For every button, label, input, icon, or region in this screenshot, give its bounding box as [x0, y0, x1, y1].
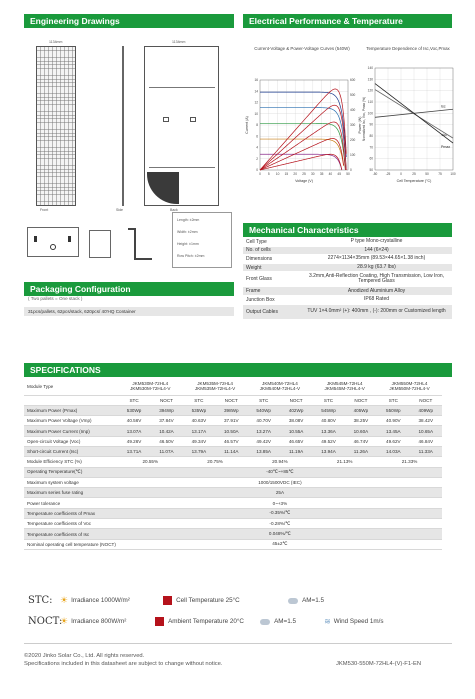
temp-chart	[362, 60, 457, 195]
iv-y-tick: 16	[254, 78, 258, 82]
mech-row	[243, 247, 452, 256]
spec-value: 0~+3%	[118, 498, 442, 508]
spec-value: 545Wp	[312, 405, 344, 415]
temp-y-label: Normalized Isc, Voc, Pmax (%)	[362, 97, 366, 141]
iv-x-tick: 15	[284, 172, 289, 176]
model-code-v: JKM545M-72HL4-V	[324, 386, 365, 392]
spec-value: 13.94A	[312, 446, 344, 456]
iv-y-label: Current (A)	[245, 116, 249, 134]
iv-y2-tick: 600	[350, 78, 356, 82]
temp-x-tick: 25	[412, 172, 416, 176]
spec-value: 13.71A	[118, 446, 150, 456]
noct-col-label: NOCT	[280, 395, 312, 405]
temp-x-tick: -50	[372, 172, 378, 176]
tolerance-box	[172, 212, 232, 268]
spec-value: 398Wp	[215, 405, 247, 415]
iv-x-tick: 0	[259, 172, 261, 176]
spec-value: 0.048%/℃	[118, 529, 442, 539]
spec-key: Maximum Power Current (Imp)	[24, 426, 118, 436]
spec-value: 13.17A	[183, 426, 215, 436]
iv-chart-title: Current-Voltage & Power-Voltage Curves (540W)	[254, 46, 350, 51]
stc-col-label: STC	[312, 395, 344, 405]
spec-value: 45±2℃	[118, 539, 442, 549]
mech-value: 3.2mm,Anti-Reflection Coating, High Transmission, Low Iron, Tempered Glass	[308, 273, 445, 285]
back-dim-label: 1134mm	[172, 40, 186, 44]
spec-row	[24, 446, 442, 456]
side-view-label: Side	[116, 208, 124, 212]
noct-wind-speed: Wind Speed 1m/s	[333, 618, 384, 625]
model-code: JKM545M-72HL4	[326, 380, 363, 386]
spec-value: 1000/1500VDC (IEC)	[118, 477, 442, 487]
frame-profile	[124, 228, 152, 260]
iv-x-tick: 40	[328, 172, 333, 176]
front-dim-label: 1134mm	[49, 40, 63, 44]
noct-col-label: NOCT	[215, 395, 247, 405]
spec-value: 46.57V	[215, 436, 247, 446]
spec-row	[24, 498, 442, 508]
stc-col-label: STC	[118, 395, 150, 405]
spec-row	[24, 539, 442, 549]
noct-label: NOCT:	[28, 616, 63, 627]
spec-value: 40.70V	[247, 416, 279, 426]
temp-x-label: Cell Temperature (°C)	[396, 179, 432, 183]
spec-value: 394Wp	[150, 405, 182, 415]
side-view-frame	[122, 46, 124, 206]
spec-value: 13.07A	[118, 426, 150, 436]
iv-x-label: Voltage (V)	[295, 179, 313, 183]
spec-value: -0.35%/℃	[118, 508, 442, 518]
tolerance-row-pitch: Row Pitch: ±2mm	[177, 254, 205, 258]
stc-conditions	[28, 595, 324, 606]
spec-value: 37.84V	[150, 416, 182, 426]
model-name	[312, 378, 377, 395]
iv-x-tick: 50	[346, 172, 350, 176]
spec-row	[24, 488, 442, 498]
iv-curve	[260, 92, 346, 157]
iv-x-tick: 25	[302, 172, 306, 176]
iv-curve	[260, 123, 345, 170]
temp-y-tick: 70	[369, 145, 373, 150]
mech-key: Junction Box	[246, 296, 275, 303]
model-name	[183, 378, 248, 395]
spec-row-efficiency	[24, 457, 442, 467]
iv-y2-tick: 0	[350, 168, 352, 172]
spec-value: 402Wp	[280, 405, 312, 415]
wind-icon: ≋	[324, 617, 331, 626]
model-code: JKM530M-72HL4	[132, 380, 169, 386]
footer-divider	[24, 643, 452, 644]
spec-key: Maximum series fuse rating	[24, 488, 118, 498]
spec-value: 14.03A	[377, 446, 409, 456]
mech-key: Weight	[246, 264, 262, 271]
spec-key: Module Type	[24, 378, 118, 395]
spec-value: 49.34V	[183, 436, 215, 446]
mech-row	[243, 296, 452, 305]
specifications-header: SPECIFICATIONS	[24, 363, 452, 377]
mech-value: Anodized Aluminium Alloy	[347, 287, 406, 294]
model-name	[377, 378, 442, 395]
spec-value: 46.50V	[150, 436, 182, 446]
packaging-header: Packaging Configuration	[24, 282, 234, 296]
model-code-v: JKM530M-72HL4-V	[130, 386, 171, 392]
model-code: JKM540M-72HL4	[262, 380, 298, 386]
temp-y-tick: 110	[367, 100, 373, 104]
stc-irradiance: Irradiance 1000W/m²	[71, 597, 130, 604]
spec-value: 13.79A	[183, 446, 215, 456]
spec-value: 10.55A	[280, 426, 312, 436]
spec-key: Short-circuit Current (Isc)	[24, 446, 118, 456]
temp-x-tick: 100	[450, 172, 456, 176]
spec-value: 38.08V	[280, 416, 312, 426]
spec-row	[24, 426, 442, 436]
model-name	[247, 378, 312, 395]
spec-value: 530Wp	[118, 405, 150, 415]
footer-doc-id: JKM530-550M-72HL4-(V)-F1-EN	[336, 661, 422, 667]
spec-value: 13.27A	[247, 426, 279, 436]
thermometer-icon	[155, 617, 164, 626]
iv-y-tick: 4	[256, 145, 258, 150]
mechanical-header: Mechanical Characteristics	[243, 223, 452, 237]
noct-col-label: NOCT	[150, 395, 182, 405]
iv-curve	[260, 139, 344, 166]
spec-key: Module Efficiency STC (%)	[24, 457, 118, 467]
spec-value: 38.25V	[345, 416, 377, 426]
specifications-table	[24, 378, 442, 550]
mech-key: Output Cables	[246, 308, 278, 315]
mech-key: Dimensions	[246, 255, 273, 262]
grounding-detail	[89, 230, 111, 258]
iv-x-tick: 45	[337, 172, 341, 176]
mech-row	[243, 255, 452, 264]
model-code: JKM550M-72HL4	[391, 380, 428, 386]
iv-y-tick: 10	[254, 111, 258, 116]
iv-y-tick: 2	[256, 156, 258, 161]
spec-row	[24, 467, 442, 477]
mech-row	[243, 238, 452, 247]
mech-value: TUV 1×4.0mm² (+): 400mm , (-): 200mm or Customized length	[307, 308, 446, 315]
spec-row	[24, 519, 442, 529]
stc-col-label: STC	[183, 395, 215, 405]
electrical-performance-header: Electrical Performance & Temperature Dependence	[243, 14, 452, 28]
iv-x-tick: 35	[319, 172, 324, 176]
packaging-note: ( Two pallets = One stack )	[28, 296, 83, 301]
back-view-label: Back	[170, 208, 178, 212]
iv-y2-tick: 400	[350, 108, 356, 112]
back-view-frame	[144, 46, 219, 206]
temp-x-tick: 50	[425, 172, 429, 176]
mech-row	[243, 272, 452, 287]
temp-y-tick: 130	[367, 77, 373, 82]
spec-value: 10.42A	[150, 426, 182, 436]
thermometer-icon	[163, 596, 172, 605]
spec-value: 37.91V	[215, 416, 247, 426]
mech-value: IP68 Rated	[363, 296, 390, 303]
spec-value: 405Wp	[345, 405, 377, 415]
iv-y2-tick: 500	[350, 93, 356, 97]
spec-value: 20.75%	[183, 457, 248, 467]
spec-value: 13.85A	[247, 446, 279, 456]
mech-row	[243, 287, 452, 296]
spec-value: 20.55%	[118, 457, 183, 467]
spec-value: 46.65V	[280, 436, 312, 446]
iv-x-tick: 5	[267, 172, 270, 176]
tolerance-height: Height: ±1mm	[177, 242, 199, 246]
iv-y-tick: 8	[256, 123, 258, 127]
spec-value: 11.26A	[345, 446, 377, 456]
spec-key: Temperature coefficients of Voc	[24, 519, 118, 529]
spec-value: 21.13%	[312, 457, 377, 467]
mech-value: 144 (6×24)	[364, 246, 389, 253]
spec-value: 49.42V	[247, 436, 279, 446]
mech-key: Frame	[246, 288, 261, 295]
mech-row	[243, 264, 452, 273]
stc-am: AM=1.5	[302, 597, 324, 604]
temp-y-tick: 120	[367, 88, 373, 93]
iv-y-tick: 0	[256, 168, 258, 172]
model-code-v: JKM535M-72HL4-V	[194, 386, 236, 392]
spec-value: -40℃~+85℃	[118, 467, 442, 477]
stc-col-label: STC	[377, 395, 409, 405]
noct-col-label: NOCT	[410, 395, 442, 405]
spec-value: 25A	[118, 488, 442, 498]
spec-value: 535Wp	[183, 405, 215, 415]
spec-value: 550Wp	[377, 405, 409, 415]
mech-key: Cell Type	[246, 238, 267, 245]
temp-chart-title: Temperature Dependence of Isc,Voc,Pmax	[366, 46, 450, 51]
spec-value: 540Wp	[247, 405, 279, 415]
spec-value: 46.84V	[410, 436, 442, 446]
front-view-label: Front	[40, 208, 49, 212]
spec-value: 409Wp	[410, 405, 442, 415]
noct-col-label: NOCT	[345, 395, 377, 405]
spec-value: 11.19A	[280, 446, 312, 456]
spec-value: 13.36A	[312, 426, 344, 436]
cloud-icon	[288, 598, 298, 604]
spec-key: Power tolerance	[24, 498, 118, 508]
spec-value: 40.90V	[377, 416, 409, 426]
mech-value: P type Mono-crystalline	[350, 238, 403, 245]
spec-value: 10.50A	[215, 426, 247, 436]
junction-box	[163, 117, 169, 122]
spec-key: Temperature coefficients of Pmax	[24, 508, 118, 518]
tolerance-length: Length: ±2mm	[177, 218, 200, 222]
mech-value: 2274×1134×35mm (89.53×44.65×1.38 inch)	[327, 255, 426, 262]
spec-row	[24, 508, 442, 518]
temp-y-tick: 100	[367, 111, 373, 116]
spec-value: 10.65A	[410, 426, 442, 436]
front-view-panel	[36, 46, 76, 206]
iv-y2-tick: 300	[350, 123, 356, 127]
spec-value: 40.63V	[183, 416, 215, 426]
spec-value: 40.80V	[312, 416, 344, 426]
engineering-drawings-header: Engineering Drawings	[24, 14, 234, 28]
noct-am: AM=1.5	[274, 618, 296, 625]
spec-row	[24, 477, 442, 487]
spec-key: Maximum Power Voltage (Vmp)	[24, 416, 118, 426]
pv-curve	[260, 105, 346, 170]
spec-condition-row	[24, 395, 442, 405]
spec-value: 49.52V	[312, 436, 344, 446]
stc-col-label: STC	[247, 395, 279, 405]
back-detail-shading	[147, 172, 179, 204]
model-name	[118, 378, 183, 395]
footer-copyright: ©2020 Jinko Solar Co., Ltd. All rights reserved.	[24, 653, 145, 659]
model-code-v: JKM550M-72HL4-V	[389, 386, 430, 392]
noct-ambient-temp: Ambient Temperature 20°C	[168, 618, 244, 625]
spec-value: 20.94%	[247, 457, 312, 467]
model-code-v: JKM540M-72HL4-V	[259, 386, 301, 392]
tolerance-width: Width: ±2mm	[177, 230, 198, 234]
footer-disclaimer: Specifications included in this datasheet are subject to change without notice.	[24, 661, 223, 667]
pv-curve	[260, 122, 345, 170]
spec-key: Operating Temperature(℃)	[24, 467, 118, 477]
packaging-detail: 31pcs/pallets, 62pcs/stack, 620pcs/ 40'HQ Container	[24, 307, 234, 316]
mech-value: 28.9 kg (63.7 lbs)	[357, 264, 396, 271]
temp-x-tick: 0	[400, 172, 402, 176]
spec-key: Maximum system voltage	[24, 477, 118, 487]
mechanical-table	[243, 238, 452, 320]
temp-y-tick: 90	[369, 122, 373, 127]
sun-icon: ☀	[60, 595, 69, 605]
spec-row	[24, 405, 442, 415]
spec-value: 11.14A	[215, 446, 247, 456]
spec-value: 11.33A	[410, 446, 442, 456]
temp-series-label: Voc	[441, 133, 447, 138]
spec-module-row	[24, 378, 442, 395]
iv-y-tick: 12	[254, 100, 258, 105]
sun-icon: ☀	[60, 616, 69, 626]
temp-x-tick: 75	[438, 172, 442, 176]
mounting-details	[24, 210, 234, 270]
stc-cell-temp: Cell Temperature 25°C	[176, 597, 240, 604]
cloud-icon	[260, 619, 270, 625]
iv-y2-tick: 100	[350, 153, 356, 157]
spec-value: 10.60A	[345, 426, 377, 436]
iv-y-tick: 6	[256, 134, 258, 139]
spec-row	[24, 529, 442, 539]
iv-x-tick: 20	[293, 172, 297, 176]
test-conditions	[24, 586, 452, 640]
temp-series-label: Isc	[441, 104, 446, 109]
mech-row	[243, 305, 452, 320]
spec-value: 11.07A	[150, 446, 182, 456]
spec-key: Temperature coefficients of Isc	[24, 529, 118, 539]
mech-key: Front Glass	[246, 276, 272, 283]
spec-value: 40.56V	[118, 416, 150, 426]
mounting-hole-detail	[27, 227, 79, 257]
iv-y2-tick: 200	[350, 138, 356, 142]
temp-series-label: Pmax	[441, 145, 451, 150]
spec-row	[24, 436, 442, 446]
iv-x-tick: 10	[275, 172, 280, 176]
spec-value: 21.33%	[377, 457, 442, 467]
spec-key: Open-circuit Voltage (Voc)	[24, 436, 118, 446]
temp-y-tick: 140	[367, 66, 373, 70]
spec-value: 49.26V	[118, 436, 150, 446]
iv-x-tick: 30	[311, 172, 315, 176]
specifications-table-wrap	[24, 378, 452, 550]
engineering-drawings	[24, 32, 236, 212]
model-code: JKM535M-72HL4	[197, 380, 233, 386]
noct-conditions	[28, 616, 383, 627]
spec-value: 49.62V	[377, 436, 409, 446]
iv-chart	[244, 60, 362, 195]
spec-value: 38.42V	[410, 416, 442, 426]
spec-value: -0.28%/℃	[118, 519, 442, 529]
spec-key: Maximum Power (Pmax)	[24, 405, 118, 415]
iv-y2-label: Power (W)	[358, 116, 362, 134]
iv-y-tick: 14	[254, 89, 258, 94]
spec-row	[24, 416, 442, 426]
temp-x-tick: -25	[385, 172, 391, 176]
stc-label: STC:	[28, 595, 53, 606]
temp-y-tick: 60	[369, 156, 373, 161]
spec-value: 46.74V	[345, 436, 377, 446]
spec-key: Nominal operating cell temperature (NOCT)	[24, 539, 118, 549]
mech-key: No. of cells	[246, 247, 271, 254]
noct-irradiance: Irradiance 800W/m²	[71, 618, 127, 625]
spec-value: 13.45A	[377, 426, 409, 436]
temp-y-tick: 80	[369, 134, 373, 138]
temp-y-tick: 50	[369, 168, 373, 172]
